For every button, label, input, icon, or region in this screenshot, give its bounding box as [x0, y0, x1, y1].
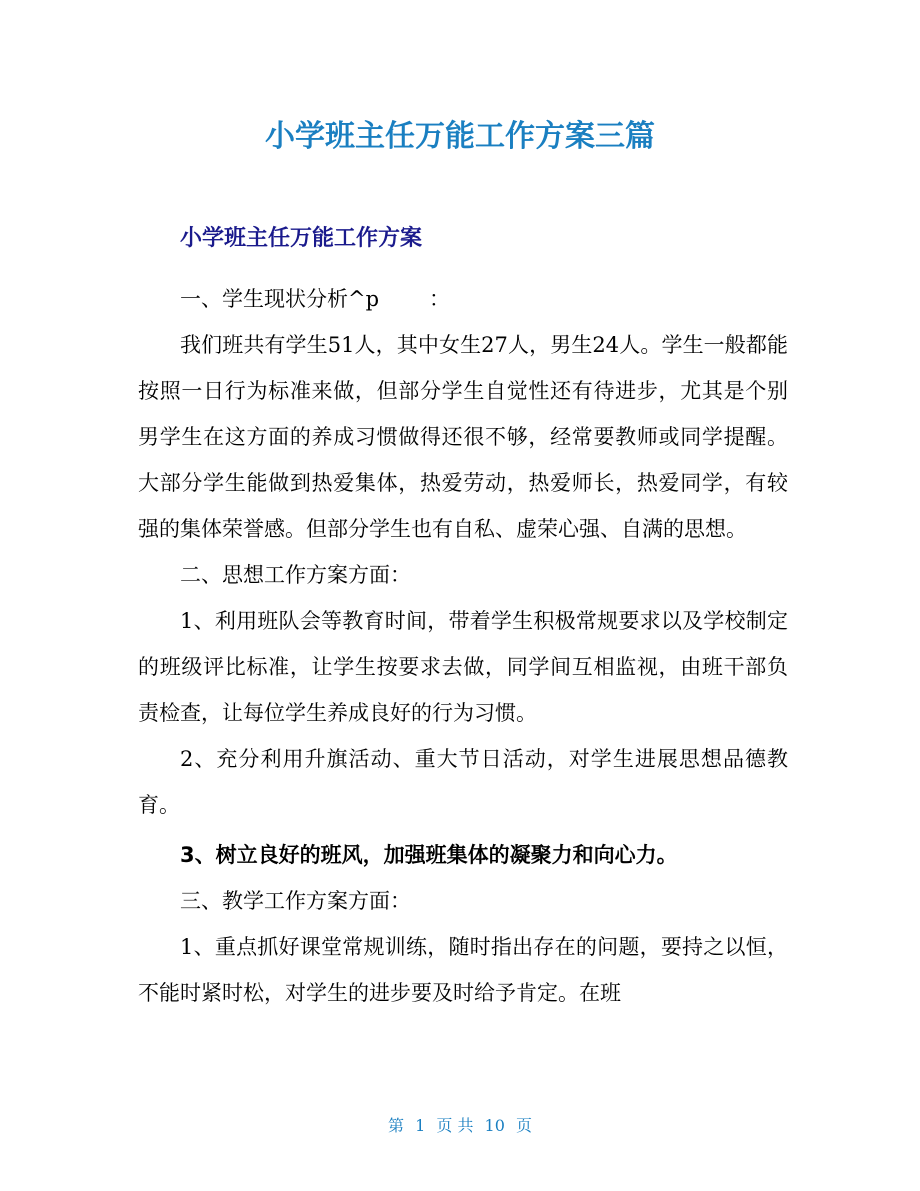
footer-middle: 页 共 — [436, 1116, 474, 1135]
footer-suffix: 页 — [516, 1116, 533, 1135]
list-item-class-meeting: 1、利用班队会等教育时间，带着学生积极常规要求以及学校制定的班级评比标准，让学生按要求去做，同学间互相监视，由班干部负责检查，让每位学生养成良好的行为习惯。 — [138, 609, 788, 725]
footer-total-pages: 10 — [484, 1116, 505, 1135]
footer-prefix: 第 — [387, 1116, 404, 1135]
document-body — [138, 276, 788, 1016]
section-title: 小学班主任万能工作方案 — [180, 226, 423, 251]
page-footer — [0, 1114, 920, 1138]
list-item-class-spirit: 3、树立良好的班风，加强班集体的凝聚力和向心力。 — [180, 843, 678, 867]
heading-student-analysis-text: 一、学生现状分析^p — [180, 287, 380, 311]
list-item-classroom-routine: 1、重点抓好课堂常规训练，随时指出存在的问题，要持之以恒，不能时紧时松，对学生的进步要及时给予肯定。在班 — [138, 935, 788, 1005]
heading-student-analysis — [138, 276, 788, 322]
page-title: 小学班主任万能工作方案三篇 — [265, 119, 655, 154]
paragraph-student-status: 我们班共有学生51人，其中女生27人，男生24人。学生一般都能按照一日行为标准来做，但部分学生自觉性还有待进步，尤其是个别男学生在这方面的养成习惯做得还很不够，经常要教师或同学提醒。大部分学生能做到热爱集体，热爱劳动，热爱师长，热爱同学，有较强的集体荣誉感。但部分学生也有自私、虚荣心强、自满的思想。 — [138, 333, 788, 541]
heading-teaching: 三、教学工作方案方面： — [180, 889, 411, 913]
heading-colon: ： — [429, 287, 451, 311]
footer-current-page: 1 — [415, 1116, 426, 1135]
heading-ideology: 二、思想工作方案方面： — [180, 563, 411, 587]
list-item-flag-activity: 2、充分利用升旗活动、重大节日活动，对学生进展思想品德教育。 — [138, 747, 788, 817]
